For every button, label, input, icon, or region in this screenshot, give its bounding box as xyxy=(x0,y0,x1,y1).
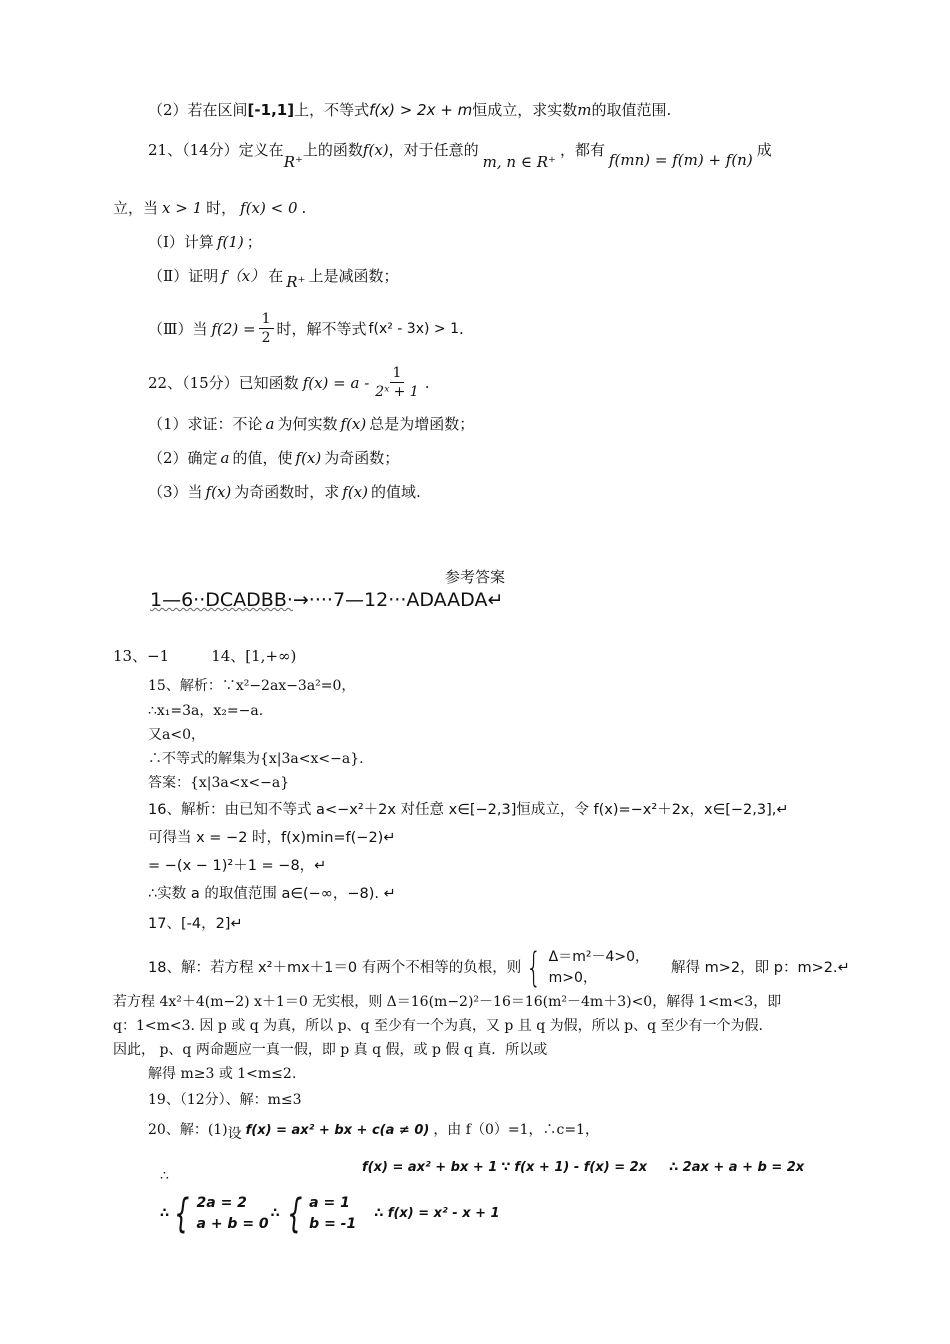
q22-s1a: （1）求证：不论 xyxy=(148,415,263,433)
q22-head: 22、（15分）已知函数 xyxy=(148,373,299,392)
q21-t3: ，都有 xyxy=(559,141,605,159)
q21-part3 xyxy=(148,310,464,347)
answer-20-line1 xyxy=(148,1120,599,1141)
q22-s2v: a xyxy=(220,449,230,467)
q22-s2b: 的值，使 xyxy=(232,449,293,467)
q22-s2f: f(x) xyxy=(295,449,322,467)
q21-p3c: f(x² - 3x) > 1 xyxy=(368,320,459,337)
answer-15-line3: 又a<0， xyxy=(148,727,205,743)
q22-s2a: （2）确定 xyxy=(148,449,218,467)
q22-frac-num: 1 xyxy=(390,364,405,383)
q21-p3a: f(2) = xyxy=(211,319,256,338)
answers-title: 参考答案 xyxy=(444,568,505,586)
q21-p3b: 时，解不等式 xyxy=(276,319,367,338)
q21-t1: 上的函数 xyxy=(302,141,363,159)
answer-18-sys2: m>0， xyxy=(548,970,597,986)
q21-p2r: R⁺ xyxy=(286,273,306,291)
answer-13-14 xyxy=(113,646,296,666)
answer-18-head xyxy=(148,946,850,990)
q21-p2e: 上是减函数； xyxy=(308,267,399,285)
answer-18-tail: 解得 m>2，即 p：m>2.↵ xyxy=(671,960,850,976)
answer-20-sysA1: 2a = 2 xyxy=(196,1195,247,1211)
q22-s3c: 的值域. xyxy=(371,483,421,501)
answer-15-line1: 15、解析：∵x²−2ax−3a²=0， xyxy=(148,678,356,694)
q22-end: . xyxy=(424,373,430,392)
answer-18-sys1: Δ＝m²－4>0， xyxy=(548,949,650,965)
choice-answers xyxy=(150,588,503,612)
answer-20-f: f(x) = ax² + bx + c(a ≠ 0) xyxy=(245,1123,430,1138)
answer-18-system-lines xyxy=(549,946,649,990)
answer-16-line4: ∴实数 a 的取值范围 a∈(−∞，−8). ↵ xyxy=(148,886,396,902)
answer-16-line3: = −(x − 1)²＋1 = −8，↵ xyxy=(148,858,327,874)
answer-16-line2: 可得当 x = −2 时，f(x)min=f(−2)↵ xyxy=(148,830,396,846)
q22-s3f2: f(x) xyxy=(342,483,368,501)
answer-18-line5: 解得 m≥3 或 1<m≤2. xyxy=(148,1066,297,1082)
q21-part2 xyxy=(148,266,399,291)
q22-sub2 xyxy=(148,448,399,468)
q21-head: 21、（14分）定义在 xyxy=(148,141,284,159)
q21-cont3: . xyxy=(301,199,307,217)
answer-18-line3: q：1<m<3. 因 p 或 q 为真，所以 p、q 至少有一个为真，又 p 且 q 为假，所以 p、q 至少有一个为假. xyxy=(113,1018,763,1034)
q21-fx: f(x) xyxy=(362,141,389,159)
q21-part1 xyxy=(148,232,262,252)
answer-20-mid: ∴ xyxy=(270,1206,280,1221)
choice-arrow: →···· xyxy=(292,589,333,611)
answer-20-sysB1: a = 1 xyxy=(309,1195,350,1211)
answer-20-eq1: f(x) = ax² + bx + 1 xyxy=(362,1160,498,1175)
left-brace-icon: { xyxy=(286,1191,303,1237)
answer-18-line4: 因此， p、q 两命题应一真一假，即 p 真 q 假，或 p 假 q 真．所以或 xyxy=(113,1042,548,1058)
q22-sub1 xyxy=(148,414,474,434)
q21-p1e: ； xyxy=(246,233,262,251)
answer-20-t1: 设 xyxy=(227,1126,242,1142)
q22-s1b: 为何实数 xyxy=(277,415,338,433)
q21-line2 xyxy=(113,198,306,218)
answer-20-line2 xyxy=(362,1158,804,1178)
q20-part2-end: 的取值范围. xyxy=(591,101,672,119)
answer-20-lead: ∴ xyxy=(160,1206,170,1221)
q21-cont2: 时， xyxy=(206,199,237,217)
q22-s1v: a xyxy=(265,415,275,433)
q21-p3: （Ⅲ）当 xyxy=(148,319,208,338)
q21-fraction xyxy=(259,310,274,347)
q22-s3b: 为奇函数时，求 xyxy=(234,483,340,501)
left-brace-icon: { xyxy=(174,1191,190,1237)
answer-15-line2: ∴x₁=3a，x₂=−a. xyxy=(148,703,264,719)
q20-part2-interval: [-1,1] xyxy=(247,101,295,119)
q22-sub3 xyxy=(148,482,421,502)
q21-p2m: f（x） xyxy=(221,267,266,285)
answer-20-systemB xyxy=(282,1192,357,1236)
answer-20-eq2: f(x + 1) - f(x) = 2x xyxy=(514,1160,648,1175)
q22-s1f: f(x) xyxy=(340,415,367,433)
q22-frac-den: 2ˣ + 1 xyxy=(375,384,419,400)
answer-20-sysB2: b = -1 xyxy=(309,1216,357,1232)
q20-part2-mid: 上，不等式 xyxy=(294,101,370,119)
answer-16-line1: 16、解析：由已知不等式 a<−x²＋2x 对任意 x∈[−2,3]恒成立，令 f(x)=−x²＋2x，x∈[−2,3],↵ xyxy=(148,802,789,818)
answer-14: 14、[1,+∞) xyxy=(211,647,297,665)
answer-13: 13、−1 xyxy=(113,647,170,665)
q21-frac-num: 1 xyxy=(259,310,274,329)
choice-answers-1-6: 1—6··DCADBB· xyxy=(150,589,293,611)
q21-mn: m, n ∈ R⁺ xyxy=(482,153,556,171)
answer-20-head: 20、解：(1) xyxy=(148,1122,228,1138)
answer-20-final: ∴ f(x) = x² - x + 1 xyxy=(374,1206,500,1221)
answer-15-line5: 答案：{x|3a<x<−a} xyxy=(148,775,290,791)
answer-20-because: ∵ xyxy=(501,1160,511,1175)
answer-18-system xyxy=(521,946,649,990)
q22-s3f: f(x) xyxy=(205,483,232,501)
q20-part2-suffix: 恒成立，求实数 xyxy=(472,101,578,119)
answer-18-head-text: 18、解：若方程 x²＋mx＋1＝0 有两个不相等的负根，则 xyxy=(148,960,522,976)
q21-line1 xyxy=(148,140,772,171)
answer-20-t2: ，由 f（0）=1，∴c=1， xyxy=(433,1122,599,1138)
q22-s2c: 为奇函数； xyxy=(324,449,400,467)
q22-s1c: 总是为增函数； xyxy=(369,415,475,433)
q21-rplus: R⁺ xyxy=(283,153,303,171)
q21-cond2: f(x) < 0 xyxy=(240,199,298,217)
answer-20-therefore: ∴ xyxy=(160,1168,169,1184)
q21-cond: x > 1 xyxy=(162,199,203,217)
answer-20-line3 xyxy=(160,1192,500,1236)
q21-frac-den: 2 xyxy=(261,330,271,346)
answer-20-sysA2: a + b = 0 xyxy=(196,1216,269,1232)
q22-fa: f(x) = a - xyxy=(302,373,370,392)
choice-answers-7-12: 7—12···ADAADA↵ xyxy=(332,589,504,611)
answer-20-eq3: ∴ 2ax + a + b = 2x xyxy=(669,1160,805,1175)
q20-part2-var: m xyxy=(577,101,592,119)
q22-fraction xyxy=(372,364,421,401)
q21-t4: 成 xyxy=(756,141,772,159)
q20-part2-ineq: f(x) > 2x + m xyxy=(369,101,473,119)
q22-head-line xyxy=(148,364,430,401)
answer-20-systemB-lines xyxy=(309,1192,356,1236)
answer-19: 19、（12分）、解：m≤3 xyxy=(148,1092,302,1108)
q20-part2-prefix: （2）若在区间 xyxy=(148,101,248,119)
q21-p2b: 在 xyxy=(268,267,284,285)
q21-p1m: f(1) xyxy=(216,233,244,251)
answer-18-line2: 若方程 4x²＋4(m−2) x＋1＝0 无实根，则 Δ＝16(m−2)²－16＝16(m²－4m＋3)<0，解得 1<m<3，即 xyxy=(113,994,782,1010)
answer-15-line4: ∴不等式的解集为{x|3a<x<−a}. xyxy=(148,751,364,767)
q21-eq: f(mn) = f(m) + f(n) xyxy=(608,151,753,169)
q21-p3e: . xyxy=(458,319,464,338)
answer-17: 17、[-4，2]↵ xyxy=(148,916,243,932)
q21-p1: （Ⅰ）计算 xyxy=(148,233,214,251)
q21-t2: ，对于任意的 xyxy=(388,141,479,159)
q21-cont1: 立，当 xyxy=(113,199,159,217)
q20-part2 xyxy=(148,100,671,120)
left-brace-icon: { xyxy=(526,945,542,991)
answer-20-systemA-lines xyxy=(197,1192,269,1236)
q22-s3a: （3）当 xyxy=(148,483,203,501)
q21-p2: （Ⅱ）证明 xyxy=(148,267,219,285)
answer-20-systemA xyxy=(169,1192,269,1236)
